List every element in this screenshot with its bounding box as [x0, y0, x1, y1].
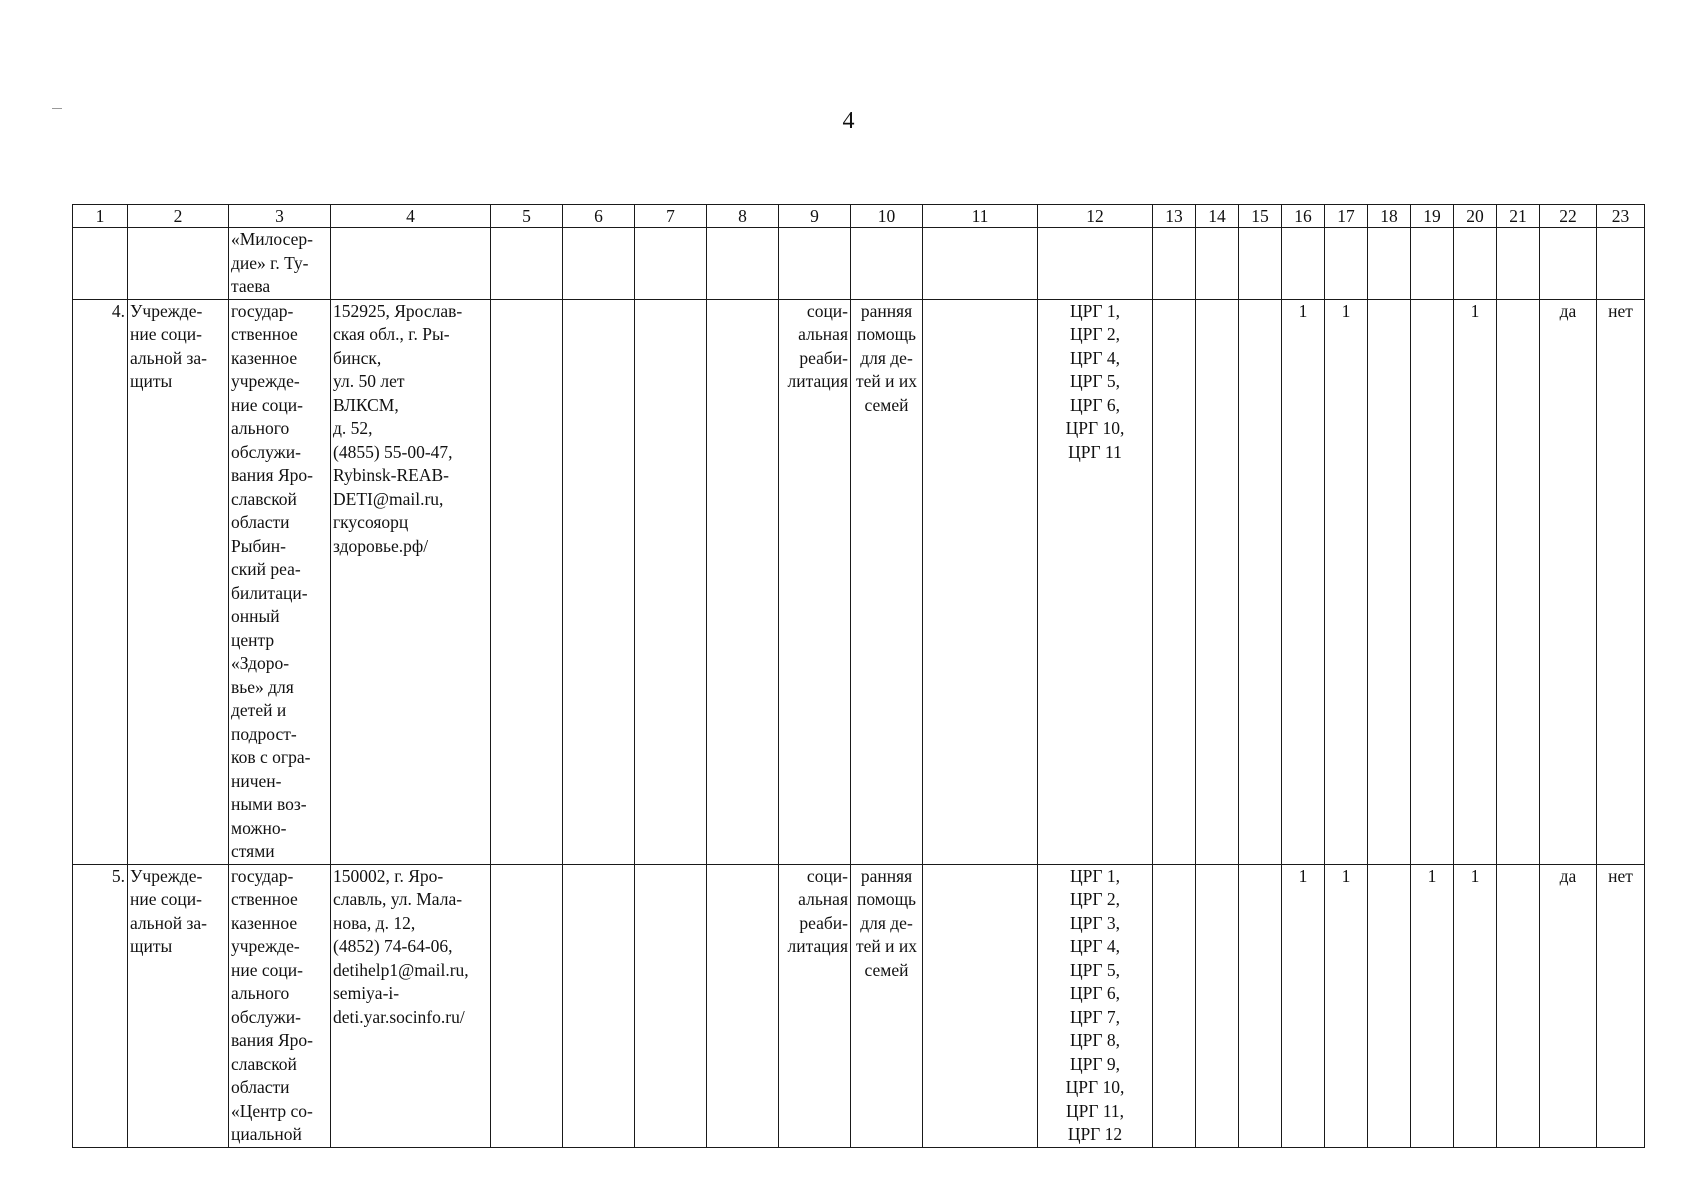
early-help-cell-line: семей [864, 959, 909, 980]
column-number-9: 9 [779, 205, 851, 228]
row-number-cell [73, 228, 128, 300]
early-help-cell-line: ранняя [860, 300, 913, 321]
early-help-cell-line: для де- [860, 912, 913, 933]
col-23-cell: нет [1597, 299, 1645, 864]
column-number-22: 22 [1540, 205, 1597, 228]
col-16-cell: 1 [1282, 299, 1325, 864]
services-cell-line: соци- [806, 865, 848, 886]
target-groups-cell-line: ЦРГ 9, [1070, 1053, 1120, 1074]
col-14-cell [1196, 228, 1239, 300]
address-contacts-cell-line: 150002, г. Яро- [333, 865, 444, 886]
institution-name-cell-line: стями [231, 841, 275, 861]
institution-name-cell-line: казенное [231, 912, 298, 933]
table-body [73, 205, 1645, 1148]
col-6-cell [563, 864, 635, 1147]
column-number-16: 16 [1282, 205, 1325, 228]
column-number-14: 14 [1196, 205, 1239, 228]
col-23-cell [1597, 228, 1645, 300]
col-22-cell: да [1540, 299, 1597, 864]
address-contacts-cell-line: здоровье.рф/ [333, 535, 429, 556]
column-number-1: 1 [73, 205, 128, 228]
col-14-cell [1196, 864, 1239, 1147]
column-number-18: 18 [1368, 205, 1411, 228]
services-cell-line: реаби- [799, 912, 848, 933]
target-groups-cell-line: ЦРГ 1, [1070, 300, 1120, 321]
institution-name-cell-line: области [231, 1077, 290, 1097]
page-number: 4 [842, 108, 855, 134]
col-16-cell: 1 [1282, 864, 1325, 1147]
target-groups-cell-line: ЦРГ 11, [1065, 1100, 1125, 1121]
address-contacts-cell-line: ВЛКСМ, [333, 394, 399, 415]
col-18-cell [1368, 299, 1411, 864]
institution-name-cell-line: ничен- [231, 770, 282, 791]
institution-name-cell-line: ский реа- [231, 559, 301, 579]
institution-name-cell-line: обслужи- [231, 441, 301, 462]
col-8-cell [707, 864, 779, 1147]
early-help-cell-line: тей и их [855, 371, 917, 391]
col-5-cell [491, 228, 563, 300]
column-number-3: 3 [229, 205, 331, 228]
services-cell-line: альная [798, 324, 848, 344]
col-20-cell: 1 [1454, 864, 1497, 1147]
column-number-11: 11 [923, 205, 1038, 228]
col-17-cell: 1 [1325, 864, 1368, 1147]
institution-name-cell-line: «Центр со- [231, 1100, 313, 1121]
col-11-cell [923, 864, 1038, 1147]
table-row [73, 864, 1645, 1147]
institution-name-cell-line: государ- [231, 300, 294, 321]
institution-name-cell-line: ственное [231, 889, 298, 909]
target-groups-cell-line: ЦРГ 11 [1068, 441, 1122, 462]
column-number-4: 4 [331, 205, 491, 228]
column-number-15: 15 [1239, 205, 1282, 228]
col-11-cell [923, 228, 1038, 300]
institution-name-cell-line: ального [231, 418, 290, 438]
target-groups-cell [1038, 228, 1153, 300]
address-contacts-cell-line: нова, д. 12, [333, 912, 416, 933]
col-20-cell [1454, 228, 1497, 300]
target-groups-cell-line: ЦРГ 3, [1070, 912, 1120, 933]
target-groups-cell [1038, 299, 1153, 864]
col-7-cell [635, 299, 707, 864]
address-contacts-cell-line: semiya-i- [333, 983, 400, 1003]
institution-type-cell-line: ние соци- [130, 889, 202, 909]
institution-name-cell [229, 299, 331, 864]
address-contacts-cell-line: (4852) 74-64-06, [333, 936, 453, 956]
col-11-cell [923, 299, 1038, 864]
target-groups-cell [1038, 864, 1153, 1147]
column-number-19: 19 [1411, 205, 1454, 228]
early-help-cell [851, 228, 923, 300]
services-cell-line: реаби- [799, 347, 848, 368]
institution-name-cell [229, 864, 331, 1147]
early-help-cell-line: для де- [860, 347, 913, 368]
institution-type-cell [128, 228, 229, 300]
col-19-cell: 1 [1411, 864, 1454, 1147]
address-contacts-cell-line: deti.yar.socinfo.ru/ [333, 1006, 465, 1027]
col-23-cell: нет [1597, 864, 1645, 1147]
col-8-cell [707, 299, 779, 864]
column-number-6: 6 [563, 205, 635, 228]
early-help-cell [851, 864, 923, 1147]
column-number-23: 23 [1597, 205, 1645, 228]
institution-type-cell-line: Учрежде- [130, 865, 203, 886]
row-number-cell: 4. [73, 299, 128, 864]
target-groups-cell-line: ЦРГ 4, [1070, 347, 1120, 368]
column-number-5: 5 [491, 205, 563, 228]
institution-type-cell-line: ние соци- [130, 324, 202, 344]
col-15-cell [1239, 228, 1282, 300]
institution-name-cell-line: ального [231, 983, 290, 1003]
institution-type-cell [128, 864, 229, 1147]
address-contacts-cell-line: славль, ул. Мала- [333, 889, 463, 909]
column-numbers-row [73, 205, 1645, 228]
address-contacts-cell [331, 228, 491, 300]
col-6-cell [563, 299, 635, 864]
organizations-table [72, 204, 1645, 1148]
institution-name-cell-line: государ- [231, 865, 294, 886]
column-number-17: 17 [1325, 205, 1368, 228]
address-contacts-cell [331, 864, 491, 1147]
institution-name-cell-line: учрежде- [231, 936, 300, 956]
row-number-cell: 5. [73, 864, 128, 1147]
institution-name-cell-line: детей и [231, 700, 287, 720]
institution-name-cell-line: Рыбин- [231, 535, 286, 556]
institution-type-cell-line: щиты [130, 371, 173, 391]
col-18-cell [1368, 228, 1411, 300]
col-13-cell [1153, 299, 1196, 864]
address-contacts-cell [331, 299, 491, 864]
col-13-cell [1153, 864, 1196, 1147]
col-7-cell [635, 228, 707, 300]
target-groups-cell-line: ЦРГ 5, [1070, 959, 1120, 980]
target-groups-cell-line: ЦРГ 7, [1070, 1006, 1120, 1027]
col-15-cell [1239, 864, 1282, 1147]
col-8-cell [707, 228, 779, 300]
col-13-cell [1153, 228, 1196, 300]
institution-name-cell-line: дие» г. Ту- [231, 252, 309, 273]
institution-name-cell-line: казенное [231, 347, 298, 368]
target-groups-cell-line: ЦРГ 4, [1070, 936, 1120, 956]
col-15-cell [1239, 299, 1282, 864]
institution-name-cell-line: ние соци- [231, 394, 303, 415]
institution-name-cell-line: области [231, 512, 290, 532]
services-cell [779, 864, 851, 1147]
column-number-7: 7 [635, 205, 707, 228]
address-contacts-cell-line: 152925, Ярослав- [333, 300, 463, 321]
column-number-21: 21 [1497, 205, 1540, 228]
services-cell [779, 299, 851, 864]
services-cell-line: соци- [806, 300, 848, 321]
institution-name-cell-line: ков с огра- [231, 747, 311, 767]
col-17-cell: 1 [1325, 299, 1368, 864]
address-contacts-cell-line: бинск, [333, 347, 382, 368]
col-21-cell [1497, 864, 1540, 1147]
early-help-cell-line: помощь [856, 889, 917, 909]
institution-type-cell-line: щиты [130, 936, 173, 956]
institution-name-cell-line: подрост- [231, 723, 297, 744]
institution-name-cell-line: славской [231, 488, 297, 509]
address-contacts-cell-line: ул. 50 лет [333, 371, 405, 391]
institution-name-cell-line: вье» для [231, 676, 294, 697]
institution-name-cell-line: учрежде- [231, 371, 300, 391]
early-help-cell [851, 299, 923, 864]
target-groups-cell-line: ЦРГ 10, [1065, 418, 1125, 438]
address-contacts-cell-line: гкусояорц [333, 512, 409, 532]
services-cell-line: альная [798, 889, 848, 909]
institution-name-cell-line: «Здоро- [231, 653, 290, 673]
column-number-20: 20 [1454, 205, 1497, 228]
institution-name-cell-line: ственное [231, 324, 298, 344]
institution-name-cell-line: «Милосер- [231, 229, 313, 249]
institution-name-cell-line: вания Яро- [231, 1030, 313, 1050]
target-groups-cell-line: ЦРГ 10, [1065, 1077, 1125, 1097]
col-5-cell [491, 864, 563, 1147]
target-groups-cell-line: ЦРГ 6, [1070, 983, 1120, 1003]
col-5-cell [491, 299, 563, 864]
col-19-cell [1411, 299, 1454, 864]
col-21-cell [1497, 228, 1540, 300]
table-row [73, 228, 1645, 300]
col-7-cell [635, 864, 707, 1147]
early-help-cell-line: помощь [856, 324, 917, 344]
institution-name-cell-line: вания Яро- [231, 465, 313, 485]
col-20-cell: 1 [1454, 299, 1497, 864]
column-number-13: 13 [1153, 205, 1196, 228]
address-contacts-cell-line: ская обл., г. Ры- [333, 324, 450, 344]
institution-name-cell-line: билитаци- [231, 582, 308, 603]
early-help-cell-line: ранняя [860, 865, 913, 886]
institution-name-cell [229, 228, 331, 300]
services-cell-line: литация [787, 936, 848, 956]
institution-type-cell-line: Учрежде- [130, 300, 203, 321]
early-help-cell-line: семей [864, 394, 909, 415]
institution-type-cell-line: альной за- [130, 912, 207, 933]
institution-name-cell-line: циальной [231, 1124, 302, 1144]
target-groups-cell-line: ЦРГ 1, [1070, 865, 1120, 886]
institution-name-cell-line: онный [231, 606, 280, 626]
address-contacts-cell-line: detihelp1@mail.ru, [333, 959, 469, 980]
column-number-8: 8 [707, 205, 779, 228]
target-groups-cell-line: ЦРГ 12 [1067, 1124, 1123, 1144]
target-groups-cell-line: ЦРГ 6, [1070, 394, 1120, 415]
col-6-cell [563, 228, 635, 300]
col-22-cell: да [1540, 864, 1597, 1147]
target-groups-cell-line: ЦРГ 2, [1070, 889, 1120, 909]
address-contacts-cell-line: DETI@mail.ru, [333, 488, 444, 509]
institution-name-cell-line: славской [231, 1053, 297, 1074]
table-row [73, 299, 1645, 864]
early-help-cell-line: тей и их [855, 936, 917, 956]
target-groups-cell-line: ЦРГ 2, [1070, 324, 1120, 344]
institution-type-cell [128, 299, 229, 864]
institution-name-cell-line: таева [231, 276, 271, 296]
column-number-2: 2 [128, 205, 229, 228]
institution-name-cell-line: ными воз- [231, 794, 307, 814]
address-contacts-cell-line: Rybinsk-REAB- [333, 465, 449, 485]
institution-name-cell-line: ние соци- [231, 959, 303, 980]
target-groups-cell-line: ЦРГ 5, [1070, 371, 1120, 391]
address-contacts-cell-line: (4855) 55-00-47, [333, 441, 453, 462]
target-groups-cell-line: ЦРГ 8, [1070, 1030, 1120, 1050]
services-cell [779, 228, 851, 300]
col-19-cell [1411, 228, 1454, 300]
col-21-cell [1497, 299, 1540, 864]
col-16-cell [1282, 228, 1325, 300]
col-14-cell [1196, 299, 1239, 864]
institution-name-cell-line: центр [231, 629, 275, 650]
address-contacts-cell-line: д. 52, [333, 418, 373, 438]
services-cell-line: литация [787, 371, 848, 391]
column-number-12: 12 [1038, 205, 1153, 228]
institution-name-cell-line: можно- [231, 817, 287, 838]
institution-name-cell-line: обслужи- [231, 1006, 301, 1027]
col-22-cell [1540, 228, 1597, 300]
col-17-cell [1325, 228, 1368, 300]
column-number-10: 10 [851, 205, 923, 228]
col-18-cell [1368, 864, 1411, 1147]
institution-type-cell-line: альной за- [130, 347, 207, 368]
